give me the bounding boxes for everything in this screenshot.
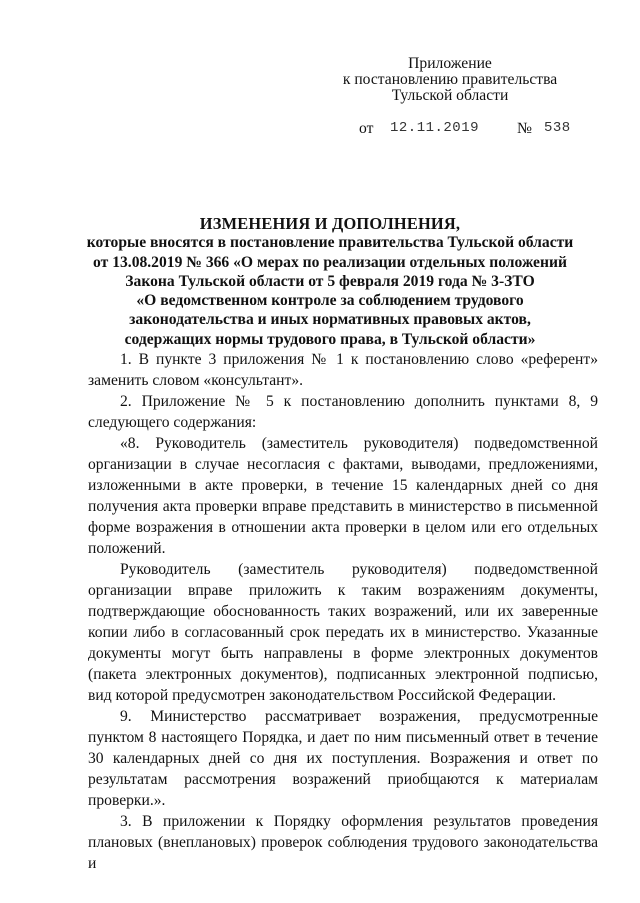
decree-date: 12.11.2019: [390, 120, 480, 136]
appendix-region: Тульской области: [391, 87, 509, 104]
date-label: от: [359, 120, 374, 137]
title-line: которые вносятся в постановление правительства Тульской области: [86, 234, 574, 252]
appendix-header: [330, 56, 570, 104]
number-label: №: [517, 120, 532, 137]
paragraph-quoted-8: «8. Руководитель (заместитель руководителя) подведомственной организации в случае несогласия с фактами, выводами, предложениями, изложенными в акте проверки, в течение 15 календарных дней со дня получения акта проверки вправе представить в министерство в письменной форме возражения в отношении акта проверки в целом или его отдельных положений.: [88, 435, 598, 557]
document-body: [88, 349, 598, 874]
title-line: содержащих нормы трудового права, в Тульской области»: [124, 330, 536, 348]
paragraph-item-2: 2. Приложение № 5 к постановлению дополнить пунктами 8, 9 следующего содержания:: [88, 393, 598, 431]
paragraph-item-1: 1. В пункте 3 приложения № 1 к постановлению слово «референт» заменить словом «консультант».: [88, 351, 598, 389]
paragraph-quoted-8-cont: Руководитель (заместитель руководителя) подведомственной организации вправе приложить к таким возражениям документы, подтверждающие обоснованность таких возражений, или их заверенные копии либо в согласованный срок передать их в министерство. Указанные документы могут быть направлены в форме электронных документов (пакета электронных документов), подписанных электронной подписью, вид которой предусмотрен законодательством Российской Федерации.: [88, 561, 598, 704]
appendix-title: Приложение: [408, 55, 492, 72]
decree-date-number: [359, 118, 589, 138]
document-title: [60, 214, 600, 349]
title-line: «О ведомственном контроле за соблюдением трудового: [136, 292, 524, 310]
paragraph-item-3: 3. В приложении к Порядку оформления результатов проведения плановых (внеплановых) проверок соблюдения трудового законодательства и: [88, 813, 598, 872]
title-line: Закона Тульской области от 5 февраля 2019 года № 3-ЗТО: [125, 272, 535, 290]
decree-number: 538: [544, 120, 571, 136]
title-line: законодательства и иных нормативных правовых актов,: [129, 311, 531, 329]
appendix-to-decree: к постановлению правительства: [342, 71, 558, 88]
title-line: от 13.08.2019 № 366 «О мерах по реализации отдельных положений: [93, 253, 567, 271]
title-heading: ИЗМЕНЕНИЯ И ДОПОЛНЕНИЯ,: [199, 214, 461, 233]
paragraph-quoted-9: 9. Министерство рассматривает возражения, предусмотренные пунктом 8 настоящего Порядка, и дает по ним письменный ответ в течение 30 календарных дней со дня их поступления. Возражения и ответ по результатам рассмотрения возражений приобщаются к материалам проверки.».: [88, 708, 598, 809]
